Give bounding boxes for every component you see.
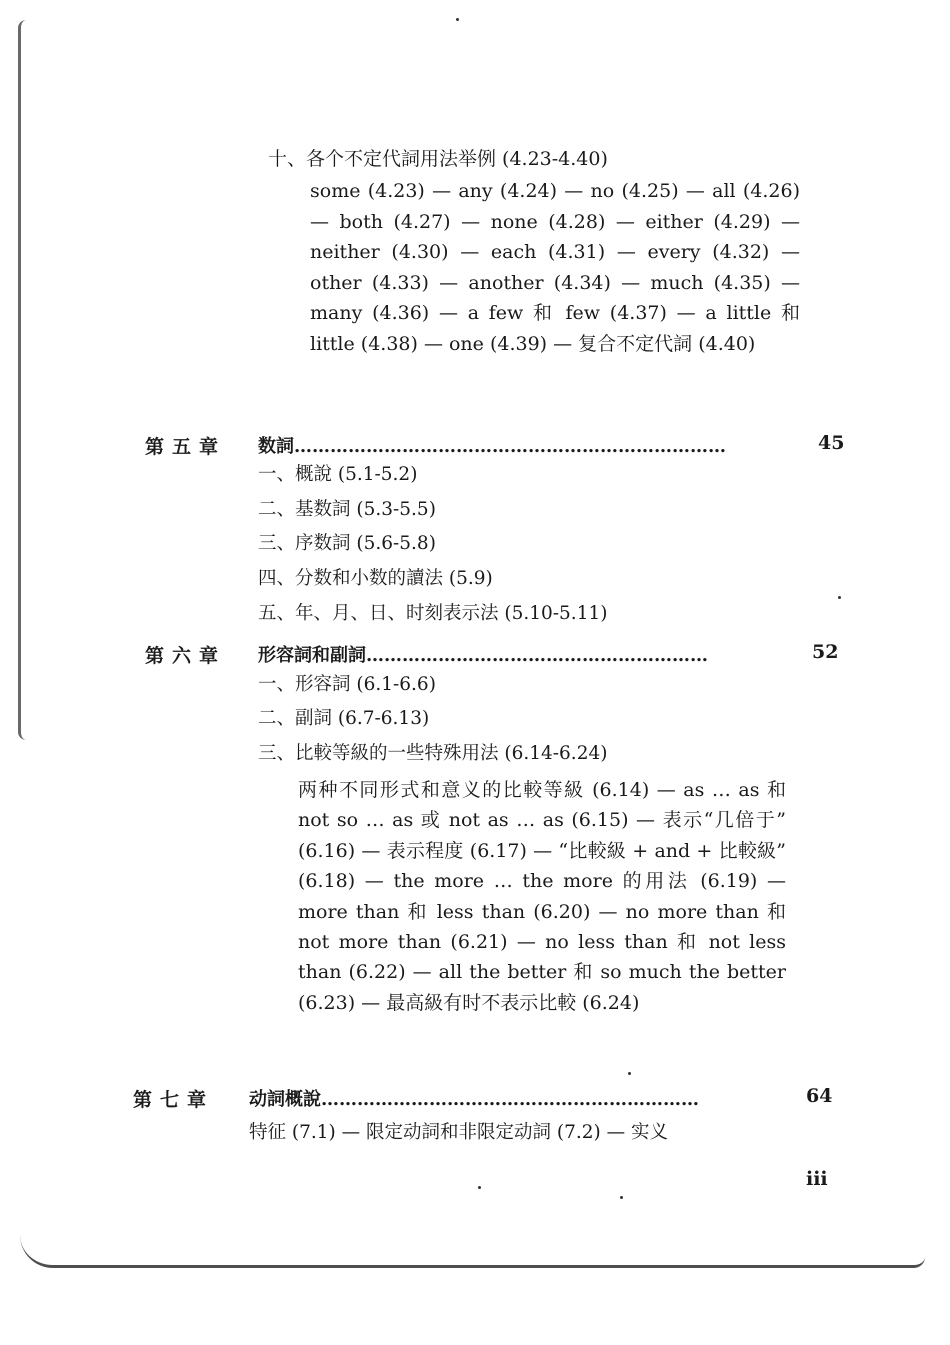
page-edge-bottom xyxy=(20,1235,925,1268)
chapter-label: 第七章 xyxy=(133,1089,215,1111)
section-heading: 十、各个不定代詞用法举例 (4.23-4.40) xyxy=(268,148,608,170)
page-number: iii xyxy=(806,1168,828,1190)
chapter-title: 形容詞和副詞………………………………………………… xyxy=(258,645,708,666)
chapter-7-row xyxy=(0,1085,950,1115)
toc-item: 三、序数詞 (5.6-5.8) xyxy=(258,533,436,554)
chapter-5-row xyxy=(0,432,950,462)
toc-item: 三、比較等級的一些特殊用法 (6.14-6.24) xyxy=(258,743,608,764)
chapter-page: 64 xyxy=(806,1085,833,1107)
speck xyxy=(838,596,841,599)
toc-item: 四、分数和小数的讀法 (5.9) xyxy=(258,568,493,589)
section-body: 两种不同形式和意义的比較等級 (6.14) — as … as 和 not so … as 或 not as … as (6.15) — 表示“几倍于” (6.16) — 表示程度 (6.17) — “比較級 + and + 比較級” (6.18) — the more … the more 的用法 (6.19) — more than 和 less than (6.20) — no more than 和 not more than (6.21) — no less than 和 not less than (6.22) — all the better 和 so much the better (6.23) — 最高級有时不表示比較 (6.24) xyxy=(298,779,786,1014)
chapter-page: 45 xyxy=(818,432,845,454)
speck xyxy=(628,1072,631,1075)
page-edge-left xyxy=(18,20,27,740)
section-indefinite-pronouns xyxy=(268,146,798,359)
speck xyxy=(620,1196,623,1199)
toc-item: 二、副詞 (6.7-6.13) xyxy=(258,708,430,729)
speck xyxy=(478,1186,481,1189)
section-body: 特征 (7.1) — 限定动詞和非限定动詞 (7.2) — 实义 xyxy=(249,1122,668,1143)
chapter-title: 数詞……………………………………………………………… xyxy=(258,436,726,457)
toc-item: 一、概說 (5.1-5.2) xyxy=(258,464,418,485)
section-body: some (4.23) — any (4.24) — no (4.25) — all (4.26) — both (4.27) — none (4.28) — either (4.29) — neither (4.30) — each (4.31) — every (4.32) — other (4.33) — another (4.34) — much (4.35) — many (4.36) — a few 和 few (4.37) — a little 和 little (4.38) — one (4.39) — 复合不定代詞 (4.40) xyxy=(310,180,800,355)
toc-item: 一、形容詞 (6.1-6.6) xyxy=(258,674,436,695)
speck xyxy=(456,18,459,21)
chapter-label: 第六章 xyxy=(145,645,227,667)
toc-item: 五、年、月、日、时刻表示法 (5.10-5.11) xyxy=(258,603,608,624)
toc-item: 二、基数詞 (5.3-5.5) xyxy=(258,499,436,520)
chapter-6-row xyxy=(0,641,950,671)
chapter-label: 第五章 xyxy=(145,436,227,458)
chapter-page: 52 xyxy=(812,641,839,663)
chapter-title: 动詞概說……………………………………………………… xyxy=(249,1089,699,1110)
